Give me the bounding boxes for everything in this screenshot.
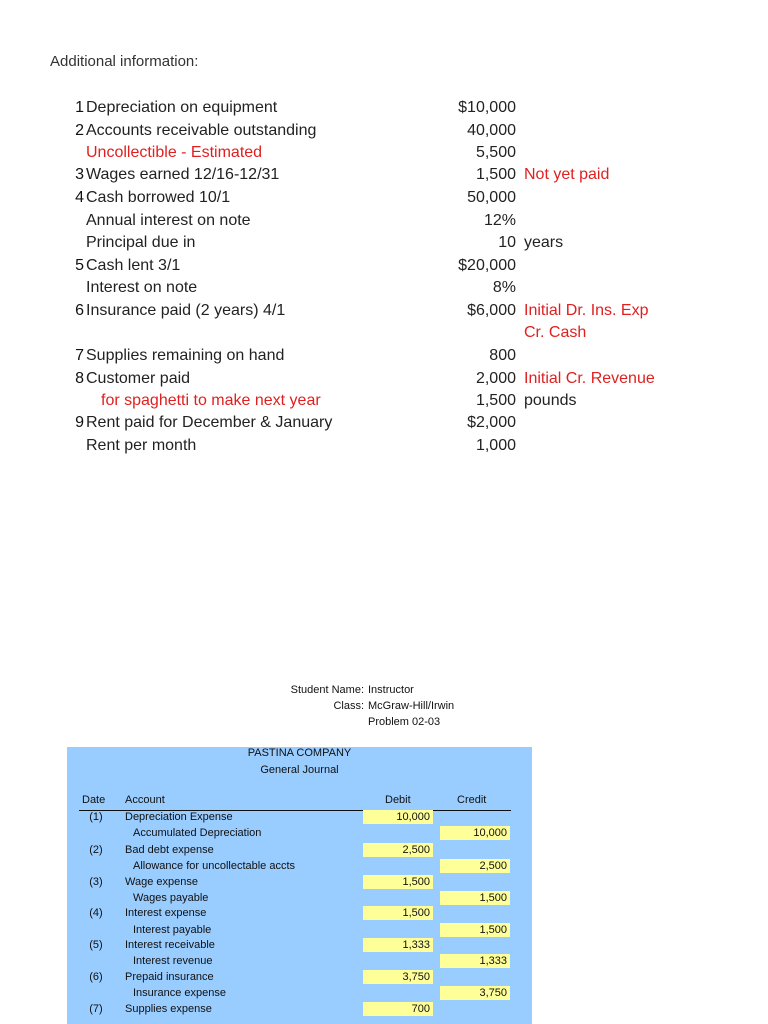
item-value: $2,000: [467, 414, 516, 431]
item-description: Uncollectible - Estimated: [86, 144, 263, 161]
entry-account: Bad debt expense: [125, 844, 214, 856]
journal-row: [67, 825, 532, 841]
entry-account: Allowance for uncollectable accts: [133, 860, 296, 872]
journal-row: [67, 890, 532, 906]
item-note: years: [524, 234, 564, 251]
additional-info-heading: Additional information:: [50, 53, 199, 70]
journal-row: [67, 842, 532, 858]
item-number: 4: [75, 189, 84, 206]
info-row-1: [0, 97, 768, 119]
journal-row: [67, 937, 532, 953]
journal-row: [67, 969, 532, 985]
item-description: Supplies remaining on hand: [86, 347, 285, 364]
item-description: Principal due in: [86, 234, 196, 251]
entry-date: (1): [89, 811, 103, 823]
item-description: for spaghetti to make next year: [101, 392, 321, 409]
item-value: 1,500: [475, 166, 516, 183]
info-row-7: [0, 345, 768, 367]
entry-date: (5): [89, 939, 103, 951]
col-header-date: Date: [82, 794, 106, 806]
item-number: 8: [75, 370, 84, 387]
info-row-6b: [0, 322, 768, 344]
journal-row: [67, 905, 532, 921]
item-value: 40,000: [467, 122, 516, 139]
item-description: Annual interest on note: [86, 212, 251, 229]
item-value: $6,000: [467, 302, 516, 319]
info-row-9b: [0, 435, 768, 457]
entry-date: (7): [89, 1003, 103, 1015]
item-value: 1,500: [475, 392, 516, 409]
student-labels: [0, 683, 364, 715]
item-description: Customer paid: [86, 370, 191, 387]
item-description: Rent per month: [86, 437, 197, 454]
info-row-4c: [0, 232, 768, 254]
company-name: PASTINA COMPANY: [247, 747, 352, 759]
item-value: 1,000: [475, 437, 516, 454]
item-value: 2,000: [475, 370, 516, 387]
journal-row: [67, 922, 532, 938]
debit-cell[interactable]: 2,500: [363, 843, 433, 857]
debit-cell[interactable]: 1,500: [363, 875, 433, 889]
item-description: Rent paid for December & January: [86, 414, 333, 431]
credit-cell[interactable]: 10,000: [440, 826, 510, 840]
student-values: [368, 683, 454, 731]
entry-account: Interest receivable: [125, 939, 215, 951]
col-header-account: Account: [125, 794, 165, 806]
info-row-4b: [0, 210, 768, 232]
entry-date: (4): [89, 907, 103, 919]
entry-account: Interest revenue: [133, 955, 213, 967]
info-row-2b: [0, 142, 768, 164]
item-note: Initial Dr. Ins. Exp: [524, 302, 649, 319]
debit-cell[interactable]: 3,750: [363, 970, 433, 984]
info-row-2: [0, 120, 768, 142]
credit-cell[interactable]: 1,500: [440, 923, 510, 937]
item-note: Not yet paid: [524, 166, 610, 183]
col-header-credit: Credit: [457, 794, 487, 806]
info-row-6: [0, 300, 768, 322]
student-name-label: Student Name:: [290, 684, 364, 696]
item-value: $20,000: [458, 257, 516, 274]
student-name-value: Instructor: [368, 684, 414, 696]
info-row-8: [0, 368, 768, 390]
item-note: Cr. Cash: [524, 324, 587, 341]
journal-row: [67, 874, 532, 890]
journal-row: [67, 1001, 532, 1017]
problem-number: Problem 02-03: [368, 716, 441, 728]
journal-row: [67, 985, 532, 1001]
entry-account: Supplies expense: [125, 1003, 212, 1015]
entry-date: (6): [89, 971, 103, 983]
journal-subtitle: General Journal: [260, 764, 339, 776]
debit-cell[interactable]: 1,333: [363, 938, 433, 952]
entry-account: Interest expense: [125, 907, 207, 919]
item-value: $10,000: [458, 99, 516, 116]
item-description: Depreciation on equipment: [86, 99, 278, 116]
item-number: 3: [75, 166, 84, 183]
debit-cell[interactable]: 700: [363, 1002, 433, 1016]
item-number: 9: [75, 414, 84, 431]
journal-row: [67, 858, 532, 874]
credit-cell[interactable]: 3,750: [440, 986, 510, 1000]
entry-date: (3): [89, 876, 103, 888]
item-description: Insurance paid (2 years) 4/1: [86, 302, 286, 319]
general-journal: [67, 747, 532, 1024]
entry-account: Interest payable: [133, 924, 212, 936]
entry-account: Accumulated Depreciation: [133, 827, 262, 839]
item-value: 12%: [483, 212, 516, 229]
item-number: 1: [75, 99, 84, 116]
item-description: Accounts receivable outstanding: [86, 122, 317, 139]
info-row-5: [0, 255, 768, 277]
info-row-5b: [0, 277, 768, 299]
credit-cell[interactable]: 2,500: [440, 859, 510, 873]
info-row-8b: [0, 390, 768, 412]
item-note: Initial Cr. Revenue: [524, 370, 655, 387]
item-number: 2: [75, 122, 84, 139]
journal-row: [67, 953, 532, 969]
item-number: 5: [75, 257, 84, 274]
info-row-4: [0, 187, 768, 209]
entry-account: Wage expense: [125, 876, 198, 888]
item-description: Wages earned 12/16-12/31: [86, 166, 280, 183]
col-header-debit: Debit: [385, 794, 411, 806]
journal-row: [67, 809, 532, 825]
info-row-9: [0, 412, 768, 434]
credit-cell[interactable]: 1,333: [440, 954, 510, 968]
item-value: 50,000: [467, 189, 516, 206]
item-number: 6: [75, 302, 84, 319]
item-value: 5,500: [475, 144, 516, 161]
debit-cell[interactable]: 10,000: [363, 810, 433, 824]
entry-account: Insurance expense: [133, 987, 226, 999]
item-description: Cash lent 3/1: [86, 257, 181, 274]
entry-account: Wages payable: [133, 892, 209, 904]
item-value: 800: [489, 347, 516, 364]
class-value: McGraw-Hill/Irwin: [368, 700, 455, 712]
class-label: Class:: [333, 700, 364, 712]
item-value: 8%: [492, 279, 516, 296]
credit-cell[interactable]: 1,500: [440, 891, 510, 905]
item-value: 10: [498, 234, 516, 251]
entry-date: (2): [89, 844, 103, 856]
entry-account: Prepaid insurance: [125, 971, 214, 983]
entry-account: Depreciation Expense: [125, 811, 233, 823]
item-number: 7: [75, 347, 84, 364]
item-description: Interest on note: [86, 279, 198, 296]
debit-cell[interactable]: 1,500: [363, 906, 433, 920]
info-row-3: [0, 164, 768, 186]
item-description: Cash borrowed 10/1: [86, 189, 231, 206]
item-note: pounds: [524, 392, 577, 409]
